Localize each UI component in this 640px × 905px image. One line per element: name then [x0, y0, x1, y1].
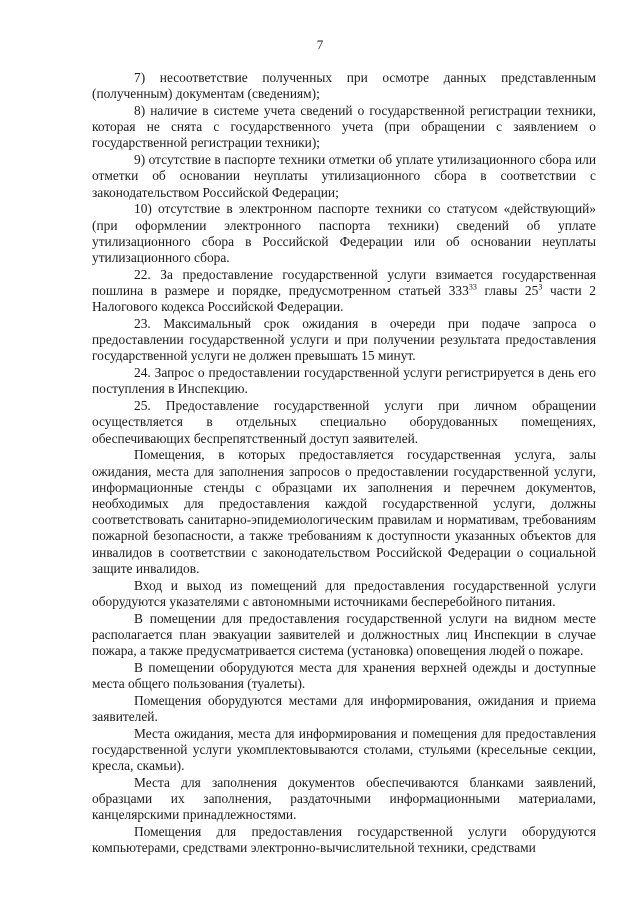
paragraph-item-7: 7) несоответствие полученных при осмотре данных представленным (полученным) документам (сведениям);	[92, 70, 596, 102]
paragraph-waiting-places: Помещения оборудуются местами для информирования, ожидания и приема заявителей.	[92, 692, 596, 725]
paragraph-item-10: 10) отсутствие в электронном паспорте техники со статусом «действующий» (при оформлении электронного паспорта техники) сведений об уплате утилизационного сбора в Российской Федерации или об основании неуплаты утилизационного сбора.	[92, 201, 596, 266]
paragraph-item-9: 9) отсутствие в паспорте техники отметки об уплате утилизационного сбора или отметки об основании неуплаты утилизационного сбора в соответствии с законодательством Российской Федерации;	[92, 152, 596, 200]
chapter-superscript: 3	[538, 282, 543, 292]
paragraph-furniture: Места ожидания, места для информирования и помещения для предоставления государственной услуги укомплектовываются столами, стульями (кресельные секции, кресла, скамьи).	[92, 725, 596, 774]
page-number: 7	[316, 37, 324, 52]
paragraph-computers: Помещения для предоставления государственной услуги оборудуются компьютерами, средствами электронно-вычислительной техники, средствами	[92, 824, 596, 856]
article-superscript: 33	[468, 282, 477, 292]
paragraph-premises-requirements: Помещения, в которых предоставляется государственная услуга, залы ожидания, места для заполнения запросов о предоставлении государственной услуги, информационные стенды с образцами их заполнения и перечнем документов, необходимых для предоставления каждой государственной услуги, должны соответствовать санитарно-эпидемиологическим правилам и нормативам, требованиям пожарной безопасности, а также требованиям к доступности указанных объектов для инвалидов в соответствии с законодательством Российской Федерации о социальной защите инвалидов.	[92, 447, 596, 576]
paragraph-entrance-signs: Вход и выход из помещений для предоставления государственной услуги оборудуются указателями с автономными источниками бесперебойного питания.	[92, 577, 596, 609]
paragraph-item-8: 8) наличие в системе учета сведений о государственной регистрации техники, которая не снята с государственного учета (при обращении с заявлением о государственной регистрации техники);	[92, 103, 596, 151]
paragraph-evacuation-plan: В помещении для предоставления государственной услуги на видном месте располагается план эвакуации заявителей и должностных лиц Инспекции в случае пожара, а также предусматривается система (установка) оповещения людей о пожаре.	[92, 610, 596, 659]
fee-text-end: части 2 Налогового кодекса Российской Федерации.	[92, 283, 596, 315]
fee-text-middle: главы 25	[476, 283, 539, 299]
paragraph-cloakroom: В помещении оборудуются места для хранения верхней одежды и доступные места общего пользования (туалеты).	[92, 659, 596, 692]
paragraph-23-waiting-time: 23. Максимальный срок ожидания в очереди при подаче запроса о предоставлении государственной услуги и при получении результата предоставления государственной услуги не должен превышать 15 минут.	[92, 316, 596, 364]
paragraph-22-fee	[92, 267, 596, 316]
paragraph-25-premises: 25. Предоставление государственной услуги при личном обращении осуществляется в отдельных специально оборудованных помещениях, обеспечивающих беспрепятственный доступ заявителей.	[92, 398, 596, 446]
fee-text-start: 22. За предоставление государственной услуги взимается государственная пошлина в размере и порядке, предусмотренном статьей 333	[92, 266, 596, 299]
paragraph-forms: Места для заполнения документов обеспечиваются бланками заявлений, образцами их заполнения, раздаточными информационными материалами, канцелярскими принадлежностями.	[92, 775, 596, 823]
paragraph-24-registration: 24. Запрос о предоставлении государственной услуги регистрируется в день его поступления в Инспекцию.	[92, 365, 596, 397]
